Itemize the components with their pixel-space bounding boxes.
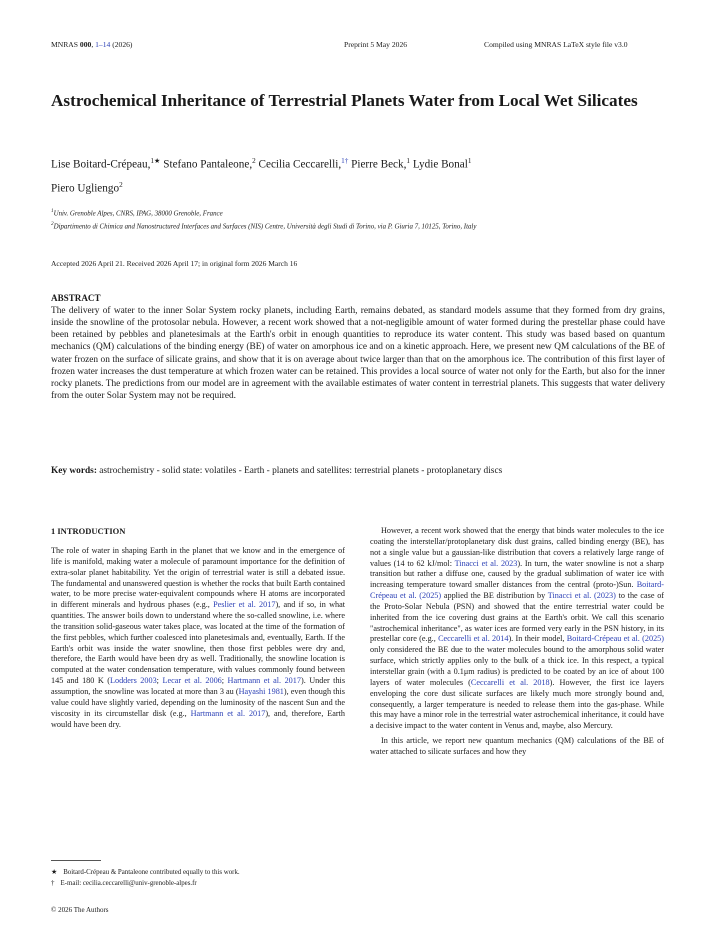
author-line-1 <box>51 151 671 175</box>
affiliations <box>51 206 671 233</box>
text-run: ). In their model, <box>508 634 567 644</box>
citation-link[interactable]: Tinacci et al. (2023) <box>547 591 616 601</box>
citation-link[interactable]: Ceccarelli et al. 2018 <box>470 677 550 687</box>
section-heading-introduction: 1 INTRODUCTION <box>51 526 126 536</box>
keywords-label: Key words: <box>51 466 97 476</box>
footnote-item <box>51 868 345 879</box>
affiliation-number: 2 <box>51 221 54 228</box>
pages-link[interactable]: 1–14 <box>95 40 111 49</box>
citation-link[interactable]: Tinacci et al. 2023 <box>454 558 518 568</box>
affiliation-item <box>51 219 671 232</box>
author-name: Piero Ugliengo <box>51 182 120 195</box>
citation-link[interactable]: Hartmann et al. 2017 <box>190 708 266 718</box>
affiliation-number: 1 <box>51 208 54 214</box>
text-run: ). Under this assumption, the snowline was located at more than 3 au ( <box>51 676 345 696</box>
author-list <box>51 151 671 198</box>
citation-link[interactable]: Lodders 2003 <box>109 676 157 686</box>
author-name: Lise Boitard-Crépeau, <box>51 158 151 171</box>
footnote-item <box>51 879 345 890</box>
author-affiliation-mark: 1 <box>406 157 411 165</box>
affiliation-text: Univ. Grenoble Alpes, CNRS, IPAG, 38000 Grenoble, France <box>53 210 223 218</box>
footnote-mark: † <box>51 879 55 887</box>
keywords <box>51 466 665 476</box>
intro-paragraph-1 <box>51 546 345 730</box>
author-name: Lydie Bonal <box>410 158 468 171</box>
abstract-text: The delivery of water to the inner Solar System rocky planets, including Earth, remains debated, as standard models assume that they formed from dry grains, inside the snowline of the protosolar nebula. However, a recent work showed that a not-negligible amount of water formed during the prestellar phase could have been retained by pebbles and planetesimals at the Earth's orbit in enough quantities to reproduce its water content. This study was based based on quantum mechanics (QM) calculations of the binding energy (BE) of water on amorphous ice and on a kinetic approach. Here, we present new QM calculations of the BE of water frozen on the surface of silicate grains, and show that it is on average about twice larger than that on the amorphous ice. The contribution of this first layer of frozen water increases the dust temperature at which frozen water can be retained. This provides a local source of water not only for the Earth, but also for the inner rocky planets. The predictions from our model are in agreement with the available estimates of water content in terrestrial planets. This suggests that water delivery from the outer Solar System may not be required. <box>51 306 665 401</box>
arxiv-watermark <box>4 240 40 650</box>
affiliation-text: Dipartimento di Chimica and Nanostructured Interfaces and Surfaces (NIS) Centre, Università degli Studi di Torino, via P. Giuria 7, 10125, Torino, Italy <box>53 223 477 231</box>
keywords-text: astrochemistry - solid state: volatiles - Earth - planets and satellites: terrestrial planets - protoplanetary discs <box>96 466 503 476</box>
footnote-mark: ★ <box>51 869 58 876</box>
citation-link[interactable]: Boitard-Crépeau et al. (2025) <box>370 580 664 601</box>
text-run: ), even though this value could have slightly varied, depending on the luminosity of the nascent Sun and the viscosity in its circumstellar disk (e.g., <box>51 686 345 718</box>
accepted-line: Accepted 2026 April 21. Received 2026 April 17; in original form 2026 March 16 <box>51 259 298 268</box>
citation-link[interactable]: Ceccarelli et al. 2014 <box>438 634 509 644</box>
text-run: ), and if so, in what quantities. The answer boils down to understand where the so-called snowline, i.e. where the transition solid-gaseous water takes place, was located at the time of the formation of the first pebbles, which further coalesced into planetesimals and, eventually, Earth. If the Earth's orbit was inside the water snowline, then those first pebbles were dry and, therefore, the Earth would have been dry as well. Traditionally, the snowline location is computed at the water condensation temperature, with values commonly found between 145 and 180 K ( <box>51 600 345 686</box>
footnote-rule <box>51 860 101 861</box>
text-run: applied the BE distribution by <box>441 591 548 601</box>
citation-link[interactable]: Peslier et al. 2017 <box>213 600 276 610</box>
footnotes <box>51 868 345 889</box>
text-run: ; <box>221 676 228 686</box>
author-affiliation-mark: 1† <box>341 157 349 165</box>
author-name: Cecilia Ceccarelli, <box>255 158 342 171</box>
citation-link[interactable]: Hayashi 1981 <box>238 686 284 696</box>
text-run: ). In turn, the water snowline is not a sharp transition but rather a diffuse one, caused by the gradual sublimation of water ice with increasing temperature toward smaller distances from the central (proto-)Sun. <box>370 558 664 590</box>
abstract-heading: ABSTRACT <box>51 293 101 303</box>
copyright: © 2026 The Authors <box>51 906 109 914</box>
footnote-text: E-mail: cecilia.ceccarelli@univ-grenoble-alpes.fr <box>60 879 197 887</box>
right-column <box>370 526 664 758</box>
text-run: ), and, therefore, Earth would have been dry. <box>51 708 346 729</box>
affiliation-item <box>51 206 671 219</box>
author-affiliation-mark: 2 <box>119 180 123 189</box>
citation-link[interactable]: Hartmann et al. 2017 <box>227 676 301 686</box>
journal-reference: MNRAS 000, 1–14 (2026) <box>51 40 133 49</box>
intro-paragraph-2 <box>370 526 664 732</box>
text-run: ; <box>156 676 163 686</box>
citation-link[interactable]: Boitard-Crépeau et al. (2025) <box>566 634 664 644</box>
author-affiliation-mark: 1★ <box>150 157 161 165</box>
footnote-text: Boitard-Crépeau & Pantaleone contributed equally to this work. <box>63 869 240 876</box>
author-affiliation-mark: 1 <box>467 157 472 165</box>
text-run: However, a recent work showed that the energy that binds water molecules to the ice coating the interstellar/protoplanetary disk dust grains, called binding energy (BE), has not a single value but a gaussian-like distribution that covers a relatively large range of values (14 to 62 kJ/mol: <box>370 526 664 568</box>
author-affiliation-mark: 2 <box>252 157 256 165</box>
compiled-note: Compiled using MNRAS LaTeX style file v3.0 <box>484 40 628 49</box>
text-run: The role of water in shaping Earth in the planet that we know and in the emergence of life is manifold, making water a molecule of paramount importance for the definition of extra-solar planet habitability. Yet the origin of terrestrial water is still a debated issue. The fundamental and unanswered question is whether the rocks that built Earth contained water, to be more precise water-equivalent compounds where H atoms are incorporated in different minerals and hydrous phases (e.g., <box>51 546 345 610</box>
citation-link[interactable]: Lecar et al. 2006 <box>162 676 222 686</box>
left-column <box>51 546 345 730</box>
author-name: Pierre Beck, <box>348 158 407 171</box>
text-run: ). However, the first ice layers enveloping the core dust silicate surfaces are likely much more strongly bound and, consequently, a larger temperature is needed to release them into the gas-phase. While this may have a minor role in the terrestrial water astrochemical inheritance, it could have a decisive impact to the water content in Venus and, maybe, also Mercury. <box>370 677 664 731</box>
preprint-date: Preprint 5 May 2026 <box>344 40 408 49</box>
text-run: to the case of the Proto-Solar Nebula (PSN) and showed that the entire terrestrial water could be inherited from the ice covering dust grains at the Earth's orbit. We call this scenario "astrochemical inheritance", as water ices are formed very early in the PSN history, in its prestellar core (e.g., <box>370 591 665 644</box>
intro-paragraph-3: In this article, we report new quantum mechanics (QM) calculations of the BE of water attached to silicate surfaces and how they <box>370 736 664 756</box>
author-name: Stefano Pantaleone, <box>160 158 253 171</box>
author-line-2 <box>51 175 671 199</box>
paper-title: Astrochemical Inheritance of Terrestrial Planets Water from Local Wet Silicates <box>51 91 638 110</box>
text-run: only considered the BE due to the water molecules bound to the amorphous solid water surface, which strictly applies only to the bulk of a thick ice. In this respect, a typical interstellar grain (with a 0.1μm radius) is predicted to be coated by an ice of about 100 layers of water molecules ( <box>370 645 664 687</box>
